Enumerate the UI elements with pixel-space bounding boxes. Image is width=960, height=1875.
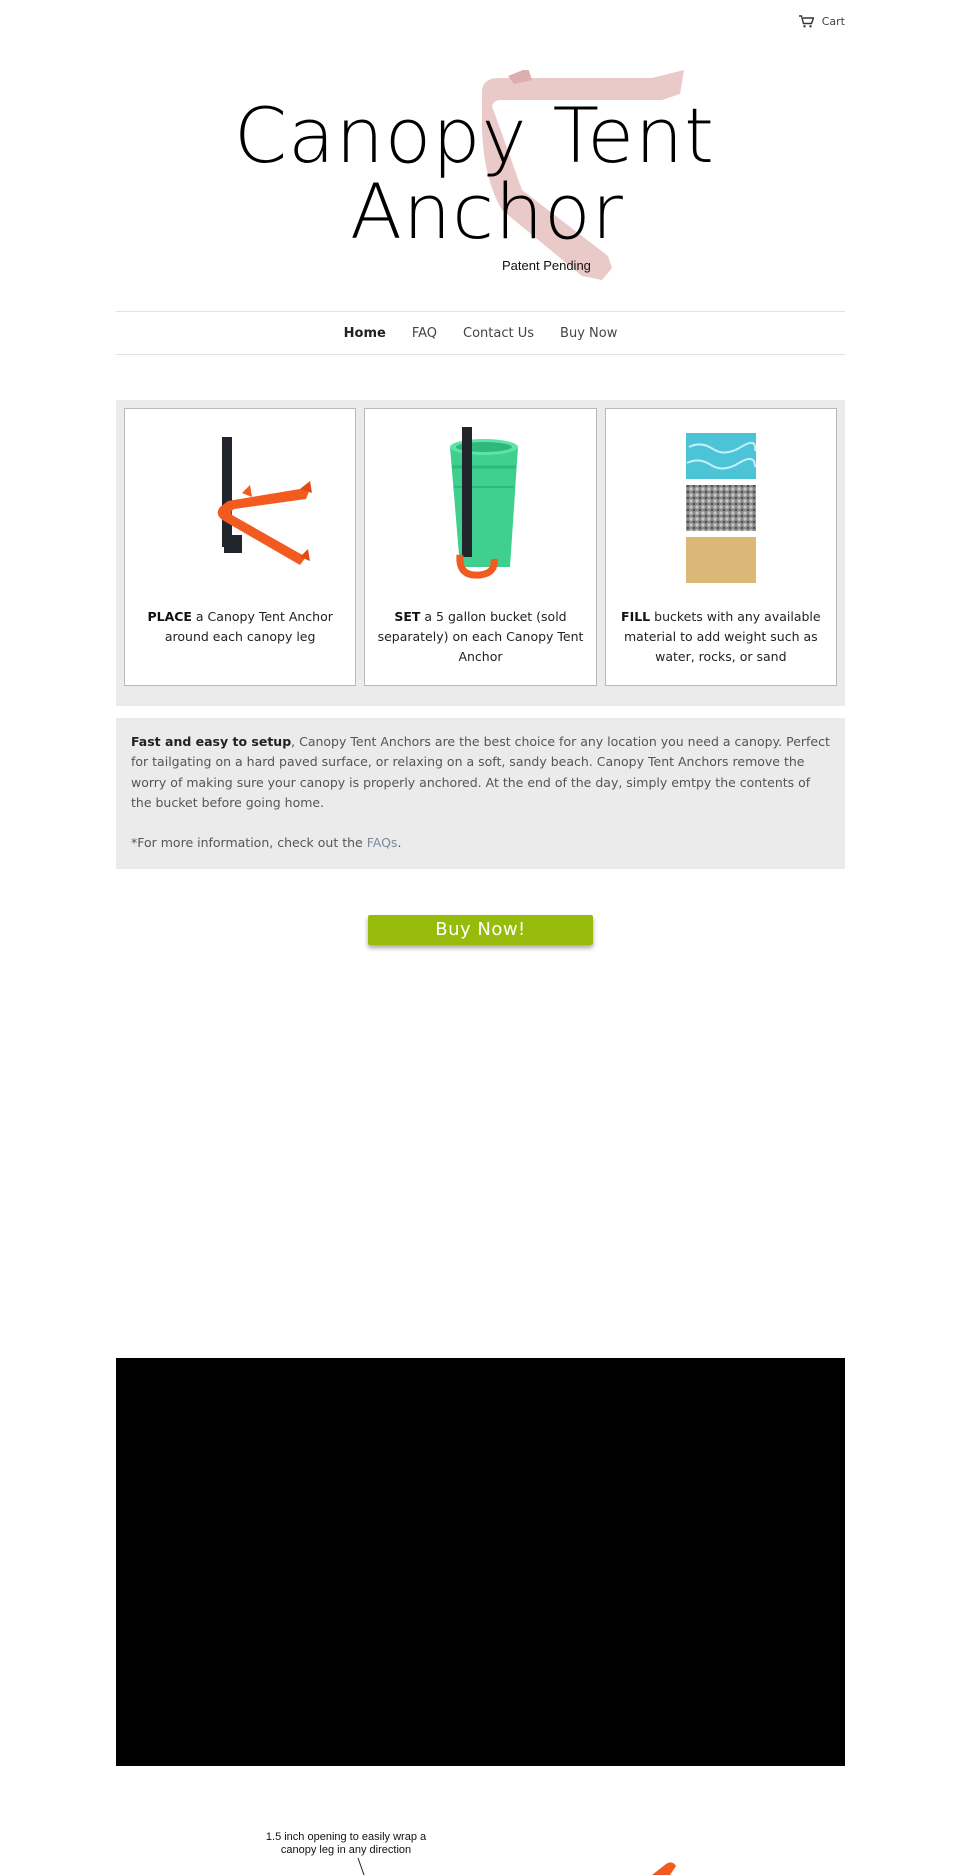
step-keyword-fill: FILL <box>621 609 651 624</box>
materials-image <box>641 427 801 587</box>
description-body: , Canopy Tent Anchors are the best choice for any location you need a canopy. Perfect for tailgating on a hard paved surface, or relaxing on a soft, sandy beach. Canopy Tent Anchors remove the worry of making sure your canopy is properly anchored. At the end of the day, simply emtpy the contents of the bucket before going home. <box>131 734 830 810</box>
logo-tagline: Patent Pending <box>502 258 591 273</box>
nav-item-home[interactable]: Home <box>343 325 386 341</box>
step-card-set <box>364 408 596 686</box>
site-logo[interactable] <box>232 70 732 285</box>
logo-line2: Anchor <box>350 167 624 256</box>
main-nav <box>116 311 845 355</box>
logo-line1: Canopy Tent <box>234 91 715 180</box>
step-text-fill: buckets with any available material to add weight such as water, rocks, or sand <box>623 609 821 664</box>
step-text-set: a 5 gallon bucket (sold separately) on each Canopy Tent Anchor <box>377 609 584 664</box>
step-keyword-set: SET <box>394 609 421 624</box>
more-info-prefix: *For more information, check out the <box>131 835 367 851</box>
step-keyword-place: PLACE <box>147 609 192 624</box>
video-player[interactable] <box>116 1358 845 1766</box>
water-swatch <box>686 433 756 479</box>
more-info-suffix: . <box>397 835 402 851</box>
bucket-image <box>400 427 560 587</box>
description-text <box>131 732 830 813</box>
anchor-diagram-graphic <box>340 1858 860 1875</box>
diagram-note: 1.5 inch opening to easily wrap a canopy leg in any direction <box>265 1831 427 1856</box>
step-card-fill <box>605 408 837 686</box>
steps-panel <box>116 400 845 706</box>
buy-now-button[interactable]: Buy Now! <box>368 915 593 945</box>
step-card-place <box>124 408 356 686</box>
nav-item-buy-now[interactable]: Buy Now <box>560 325 618 341</box>
step-text-place: a Canopy Tent Anchor around each canopy leg <box>164 609 333 644</box>
sand-swatch <box>686 537 756 583</box>
step-caption-fill <box>618 607 824 667</box>
cart-label: Cart <box>821 15 845 28</box>
more-info-text <box>131 833 830 853</box>
step-caption-place <box>137 607 343 647</box>
cart-icon <box>799 15 814 28</box>
description-lead: Fast and easy to setup <box>131 734 292 749</box>
nav-item-faq[interactable]: FAQ <box>411 325 438 341</box>
description-panel <box>116 718 845 869</box>
cart-link[interactable] <box>799 15 845 28</box>
rocks-swatch <box>686 485 756 531</box>
anchor-image <box>160 427 320 587</box>
step-caption-set <box>377 607 583 667</box>
faq-link[interactable]: FAQs <box>366 835 398 851</box>
nav-item-contact-us[interactable]: Contact Us <box>463 325 535 341</box>
